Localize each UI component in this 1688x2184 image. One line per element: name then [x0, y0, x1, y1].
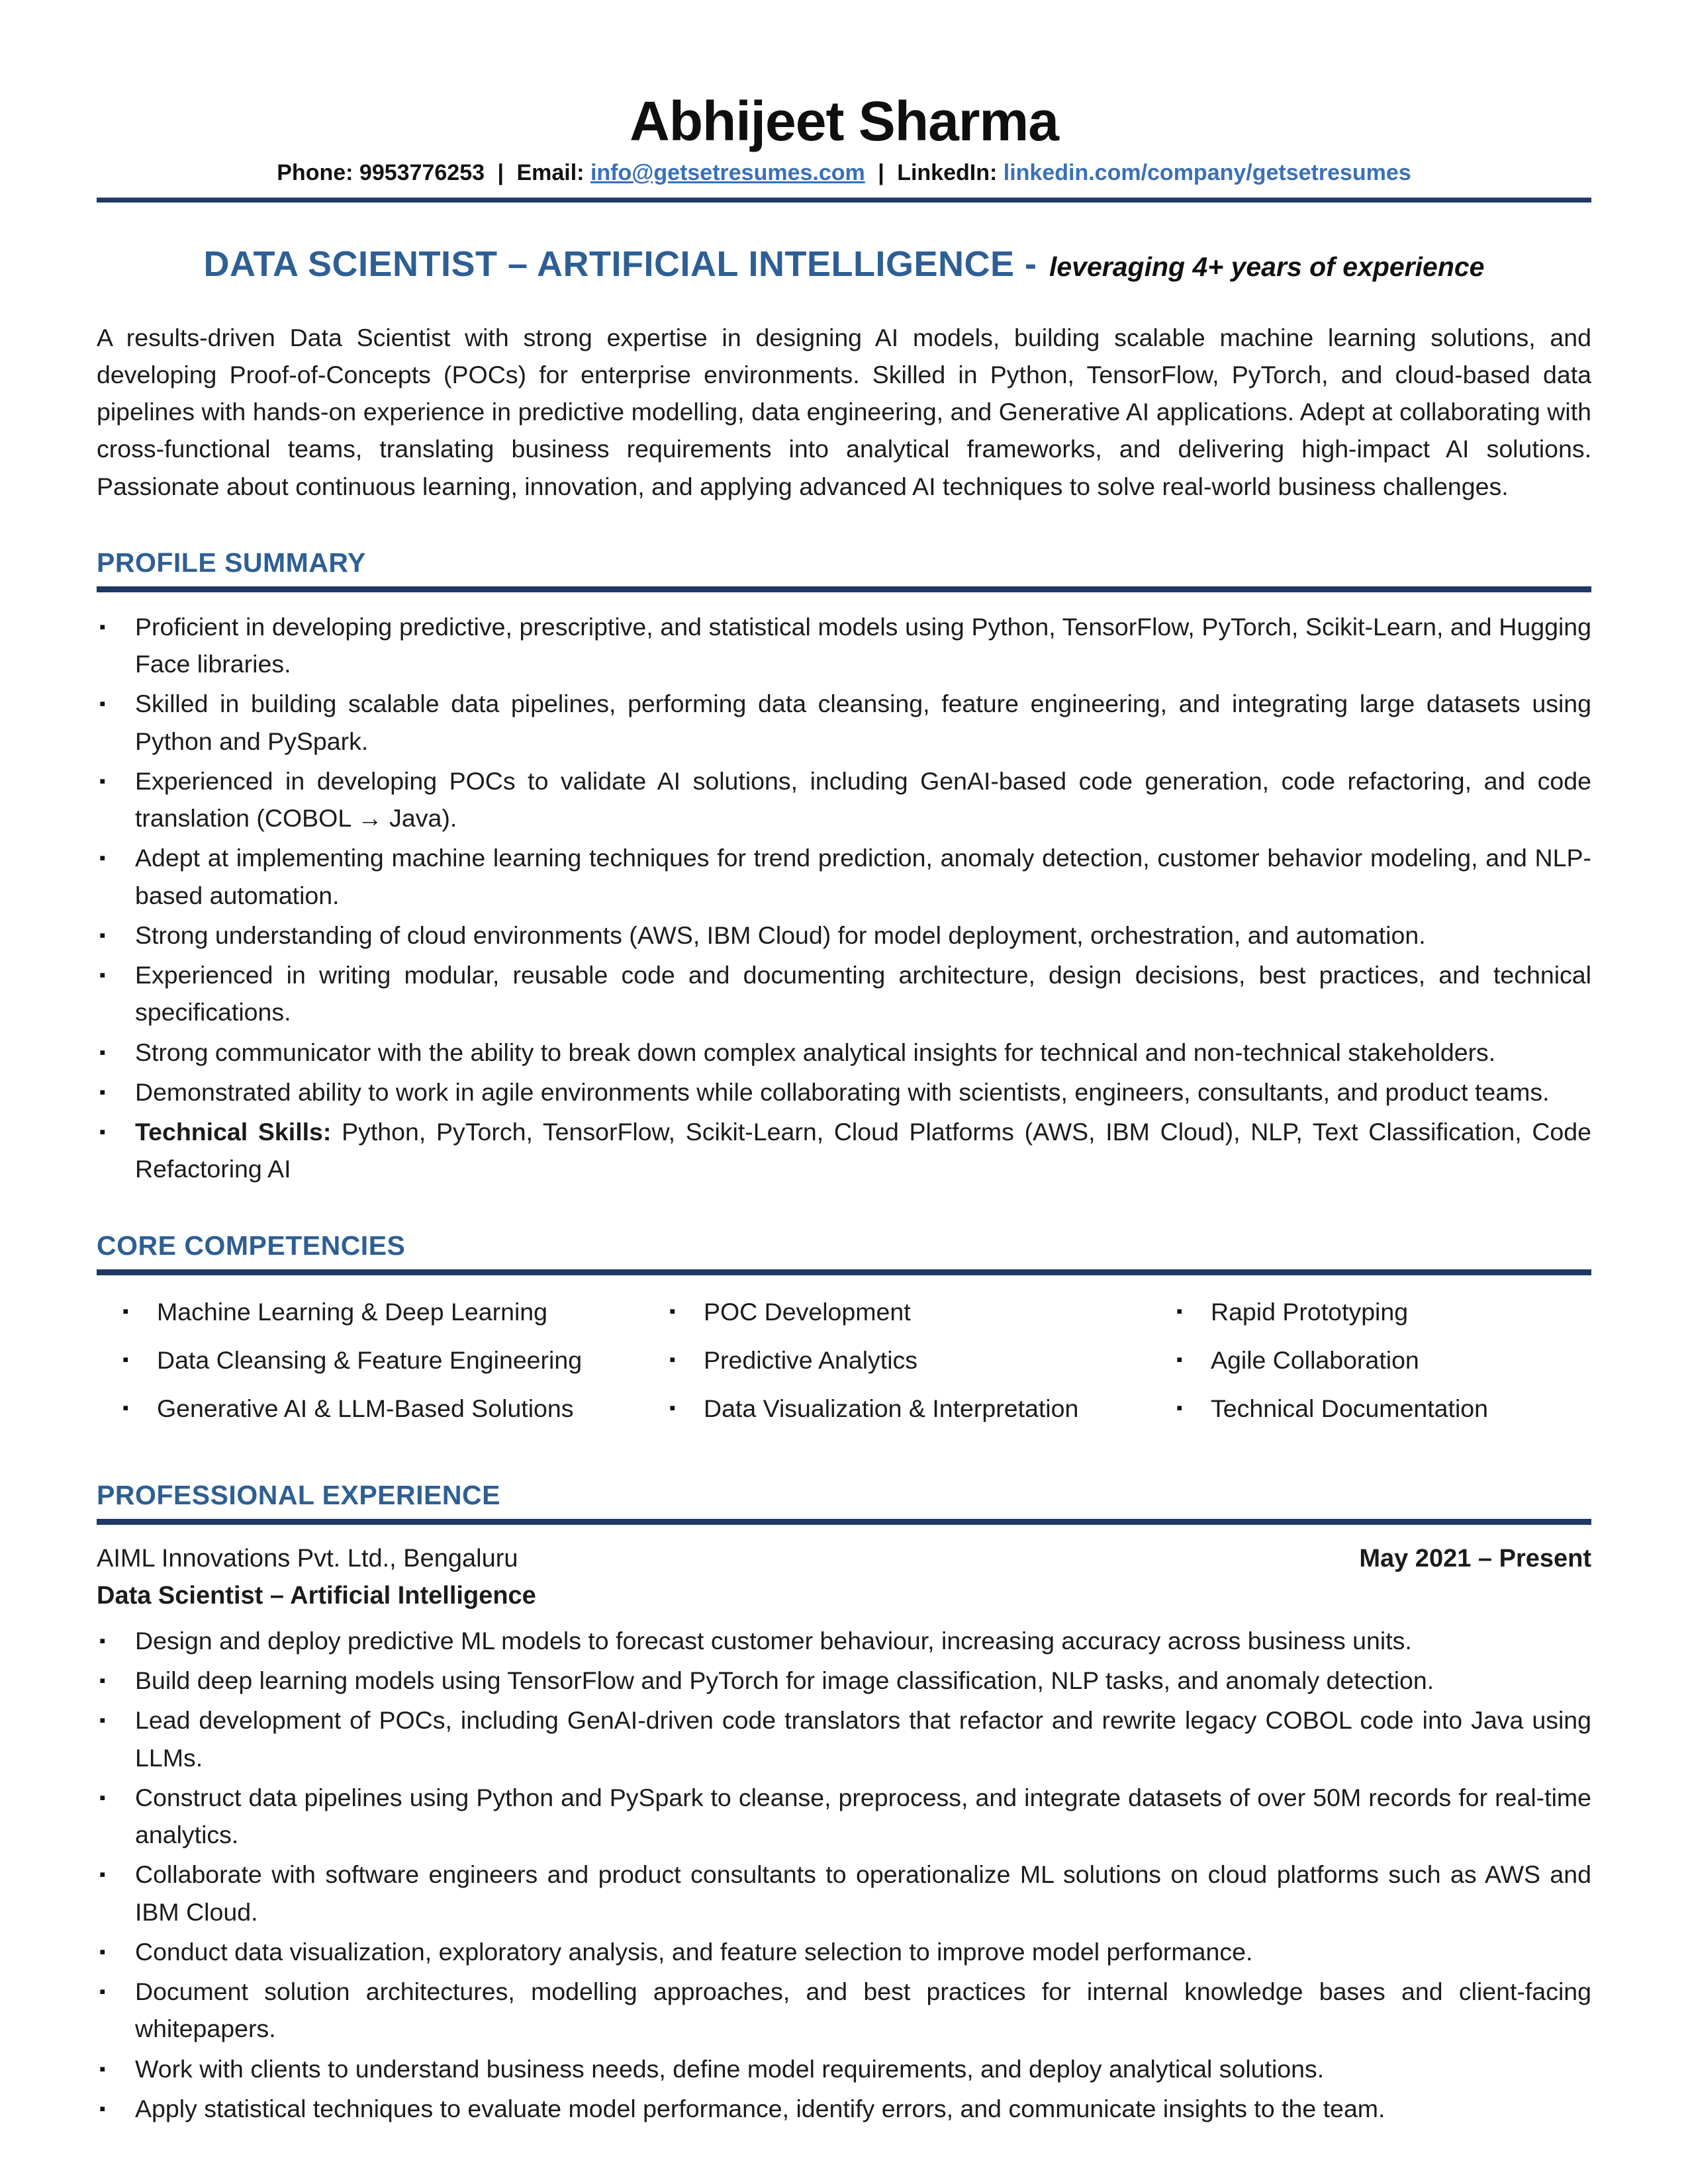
phone-label: Phone:: [277, 159, 353, 185]
company-location: AIML Innovations Pvt. Ltd., Bengaluru: [97, 1545, 518, 1573]
competency-text: Data Visualization & Interpretation: [704, 1394, 1079, 1423]
bullet-square-icon: ▪: [1176, 1398, 1183, 1418]
bullet-text: Work with clients to understand business needs, define model requirements, and deploy analytical solutions.: [135, 2054, 1325, 2083]
email-label: Email:: [516, 159, 585, 185]
section-title: CORE COMPETENCIES: [97, 1230, 406, 1261]
competency-text: Agile Collaboration: [1211, 1345, 1419, 1374]
phone-value: 9953776253: [359, 159, 485, 185]
section-divider: [97, 586, 1591, 592]
section-title: PROFILE SUMMARY: [97, 547, 366, 578]
section-professional-experience: [97, 1480, 1591, 2127]
linkedin-link[interactable]: linkedin.com/company/getsetresumes: [1003, 159, 1411, 185]
competency-item: [667, 1389, 1174, 1428]
bullet-square-icon: ▪: [669, 1398, 676, 1418]
bullet-square-icon: ▪: [122, 1300, 129, 1321]
bullet-square-icon: ▪: [99, 694, 106, 714]
bullet-square-icon: ▪: [99, 925, 106, 945]
bullet-square-icon: ▪: [99, 1864, 106, 1885]
bullet-text: Apply statistical techniques to evaluate model performance, identify errors, and communicate insights to the team.: [135, 2094, 1385, 2122]
competency-grid: [97, 1293, 1591, 1438]
contact-separator: |: [497, 159, 504, 185]
competency-text: POC Development: [704, 1297, 911, 1326]
employment-dates: May 2021 – Present: [1359, 1545, 1591, 1573]
competency-item: [1174, 1341, 1591, 1380]
bullet-square-icon: ▪: [99, 1787, 106, 1807]
header-divider: [97, 197, 1591, 203]
competency-text: Generative AI & LLM-Based Solutions: [157, 1394, 574, 1423]
candidate-name: Abhijeet Sharma: [630, 90, 1058, 152]
list-item: [97, 1662, 1591, 1699]
bullet-text: Skilled in building scalable data pipelines, performing data cleansing, feature engineering, and integrating large datasets using Python and PySpark.: [135, 690, 1591, 755]
competency-item: [120, 1389, 667, 1428]
contact-separator: |: [878, 159, 884, 185]
job-title: Data Scientist – Artificial Intelligence: [97, 1581, 536, 1610]
list-item: [97, 1973, 1591, 2048]
competency-column: [667, 1293, 1174, 1438]
bullet-square-icon: ▪: [99, 2098, 106, 2118]
bullet-text: Lead development of POCs, including GenAI-driven code translators that refactor and rewrite legacy COBOL code into Java using LLMs.: [135, 1706, 1591, 1772]
competency-item: [1174, 1293, 1591, 1332]
list-item: [97, 2050, 1591, 2087]
bullet-square-icon: ▪: [99, 1981, 106, 2002]
section-divider: [97, 1519, 1591, 1525]
competency-column: [1174, 1293, 1591, 1438]
job-header: [97, 1542, 1591, 1576]
competency-column: [120, 1293, 667, 1438]
list-item: [97, 1779, 1591, 1854]
list-item: [97, 1622, 1591, 1659]
bullet-text: Conduct data visualization, exploratory analysis, and feature selection to improve model performance.: [135, 1937, 1253, 1966]
bullet-text: Strong understanding of cloud environments (AWS, IBM Cloud) for model deployment, orchestration, and automation.: [135, 921, 1426, 949]
list-item: [97, 1702, 1591, 1776]
list-item: [97, 608, 1591, 683]
bullet-text: Experienced in developing POCs to validate AI solutions, including GenAI-based code generation, code refactoring, and code translation (COBOL → Java).: [135, 766, 1591, 833]
bullet-square-icon: ▪: [99, 1081, 106, 1102]
bullet-square-icon: ▪: [669, 1300, 676, 1321]
list-item: [97, 1073, 1591, 1111]
skills-lead: Technical Skills:: [135, 1118, 332, 1146]
competency-text: Predictive Analytics: [704, 1345, 918, 1374]
title-main: DATA SCIENTIST – ARTIFICIAL INTELLIGENCE -: [203, 244, 1037, 284]
bullet-text: Build deep learning models using TensorFlow and PyTorch for image classification, NLP tasks, and anomaly detection.: [135, 1666, 1434, 1695]
list-item: [97, 1856, 1591, 1931]
email-link[interactable]: info@getsetresumes.com: [590, 159, 865, 185]
skills-text: Python, PyTorch, TensorFlow, Scikit-Learn, Cloud Platforms (AWS, IBM Cloud), NLP, Text Classification, Code Refactoring AI: [135, 1118, 1591, 1183]
bullet-text: Adept at implementing machine learning techniques for trend prediction, anomaly detection, customer behavior modeling, and NLP-based automation.: [135, 844, 1591, 909]
list-item: [97, 956, 1591, 1031]
bullet-square-icon: ▪: [1176, 1300, 1183, 1321]
bullet-square-icon: ▪: [99, 616, 106, 637]
bullet-text: Document solution architectures, modelling approaches, and best practices for internal knowledge bases and client-facing whitepapers.: [135, 1978, 1591, 2043]
bullet-square-icon: ▪: [99, 965, 106, 985]
summary-paragraph: A results-driven Data Scientist with strong expertise in designing AI models, building scalable machine learning solutions, and developing Proof-of-Concepts (POCs) for enterprise environments. Skilled in Python, TensorFlow, PyTorch, and cloud-based data pipelines with hands-on experience in predictive modelling, data engineering, and Generative AI applications. Adept at collaborating with cross-functional teams, translating business requirements into analytical frameworks, and delivering high-impact AI solutions. Passionate about continuous learning, innovation, and applying advanced AI techniques to solve real-world business challenges.: [97, 323, 1591, 500]
list-item: [97, 762, 1591, 837]
bullet-text: Collaborate with software engineers and product consultants to operationalize ML solutions on cloud platforms such as AWS and IBM Cloud.: [135, 1860, 1591, 1926]
competency-item: [667, 1341, 1174, 1380]
resume-title: [97, 244, 1591, 285]
competency-text: Technical Documentation: [1211, 1394, 1488, 1423]
section-profile-summary: [97, 547, 1591, 1188]
list-item: [97, 1034, 1591, 1071]
bullet-square-icon: ▪: [99, 770, 106, 791]
bullet-square-icon: ▪: [99, 848, 106, 868]
list-item: [97, 917, 1591, 954]
experience-list: [97, 1622, 1591, 2127]
bullet-square-icon: ▪: [99, 1670, 106, 1691]
section-divider: [97, 1269, 1591, 1275]
list-item-technical-skills: [97, 1113, 1591, 1188]
competency-item: [1174, 1389, 1591, 1428]
bullet-square-icon: ▪: [99, 1941, 106, 1962]
bullet-square-icon: ▪: [99, 1710, 106, 1731]
bullet-square-icon: ▪: [122, 1398, 129, 1418]
competency-item: [120, 1293, 667, 1332]
bullet-text: Strong communicator with the ability to break down complex analytical insights for technical and non-technical stakeholders.: [135, 1038, 1496, 1066]
bullet-square-icon: ▪: [99, 2058, 106, 2079]
bullet-text: Design and deploy predictive ML models to forecast customer behaviour, increasing accuracy across business units.: [135, 1626, 1412, 1655]
contact-line: [97, 159, 1591, 187]
competency-item: [120, 1341, 667, 1380]
profile-summary-list: [97, 608, 1591, 1188]
bullet-text: Experienced in writing modular, reusable code and documenting architecture, design decisions, best practices, and technical specifications.: [135, 961, 1591, 1026]
bullet-text: Construct data pipelines using Python and PySpark to cleanse, preprocess, and integrate datasets of over 50M records for real-time analytics.: [135, 1783, 1591, 1849]
list-item: [97, 839, 1591, 914]
competency-text: Machine Learning & Deep Learning: [157, 1297, 547, 1326]
competency-text: Rapid Prototyping: [1211, 1297, 1409, 1326]
bullet-square-icon: ▪: [99, 1122, 106, 1142]
competency-item: [667, 1293, 1174, 1332]
list-item: [97, 1933, 1591, 1970]
bullet-square-icon: ▪: [1176, 1349, 1183, 1369]
bullet-text: Proficient in developing predictive, prescriptive, and statistical models using Python, TensorFlow, PyTorch, Scikit-Learn, and Hugging Face libraries.: [135, 612, 1591, 678]
competency-text: Data Cleansing & Feature Engineering: [157, 1345, 583, 1374]
section-core-competencies: [97, 1230, 1591, 1438]
list-item: [97, 2090, 1591, 2127]
bullet-text: Demonstrated ability to work in agile environments while collaborating with scientists, engineers, consultants, and product teams.: [135, 1077, 1550, 1106]
list-item: [97, 685, 1591, 760]
bullet-square-icon: ▪: [669, 1349, 676, 1369]
bullet-square-icon: ▪: [122, 1349, 129, 1369]
bullet-square-icon: ▪: [99, 1042, 106, 1062]
bullet-square-icon: ▪: [99, 1630, 106, 1651]
linkedin-label: LinkedIn:: [897, 159, 998, 185]
section-title: PROFESSIONAL EXPERIENCE: [97, 1480, 500, 1511]
title-subtitle: leveraging 4+ years of experience: [1049, 251, 1485, 282]
